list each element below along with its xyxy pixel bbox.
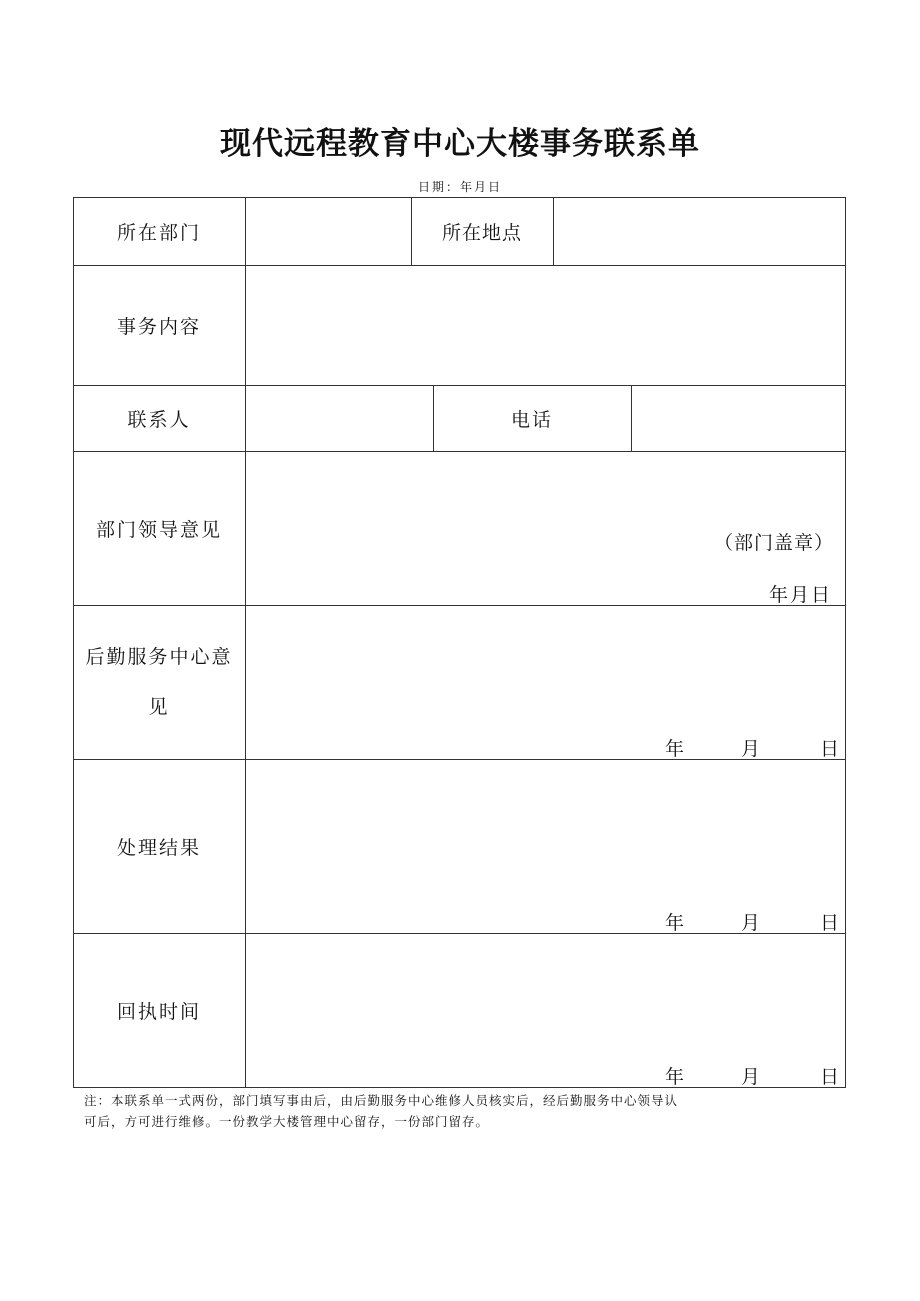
table-border-right bbox=[845, 197, 846, 1088]
leader-opinion-label: 部门领导意见 bbox=[95, 518, 222, 541]
table-border-bottom bbox=[73, 1087, 846, 1088]
logistics-label-line1: 后勤服务中心意 bbox=[85, 646, 233, 668]
content-field[interactable] bbox=[246, 266, 845, 385]
location-field[interactable] bbox=[554, 198, 845, 265]
footnote bbox=[84, 1090, 784, 1132]
date-day: 日 bbox=[820, 912, 840, 934]
date-year: 年 bbox=[665, 912, 685, 934]
dept-field[interactable] bbox=[246, 198, 411, 265]
dept-label: 所在部门 bbox=[116, 221, 201, 244]
footnote-line1: 注：本联系单一式两份，部门填写事由后，由后勤服务中心维修人员核实后，经后勤服务中心领导认 bbox=[84, 1093, 679, 1108]
date-day: 日 bbox=[820, 738, 840, 760]
date-year: 年 bbox=[665, 1066, 685, 1088]
contact-field[interactable] bbox=[246, 386, 433, 451]
location-label: 所在地点 bbox=[441, 221, 522, 244]
date-day: 日 bbox=[820, 1066, 840, 1088]
date-month: 月 bbox=[741, 738, 761, 760]
phone-field[interactable] bbox=[632, 386, 845, 451]
logistics-label-line2: 见 bbox=[148, 696, 170, 718]
content-label: 事务内容 bbox=[116, 315, 201, 338]
page-title: 现代远程教育中心大楼事务联系单 bbox=[220, 126, 700, 162]
date-year: 年 bbox=[665, 738, 685, 760]
date-month: 月 bbox=[741, 912, 761, 934]
dept-stamp-text: （部门盖章） bbox=[713, 532, 834, 554]
result-label: 处理结果 bbox=[116, 836, 201, 859]
logistics-opinion-label bbox=[73, 605, 245, 759]
receipt-time-label: 回执时间 bbox=[116, 1000, 201, 1023]
leader-date: 年月日 bbox=[768, 584, 832, 606]
date-line: 日期：年月日 bbox=[417, 180, 502, 194]
phone-label: 电话 bbox=[510, 408, 553, 431]
contact-label: 联系人 bbox=[127, 408, 191, 431]
footnote-line2: 可后，方可进行维修。一份教学大楼管理中心留存，一份部门留存。 bbox=[84, 1114, 490, 1129]
date-month: 月 bbox=[741, 1066, 761, 1088]
